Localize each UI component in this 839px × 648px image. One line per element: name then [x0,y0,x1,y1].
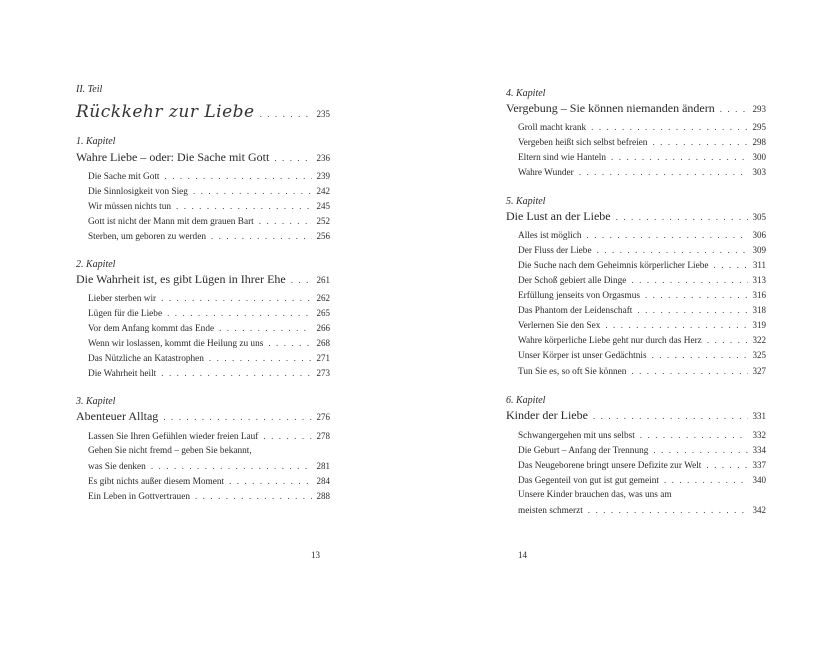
toc-section-entry[interactable] [518,475,766,486]
toc-chapter-entry[interactable] [76,150,330,165]
toc-section-entry[interactable] [88,293,330,304]
page-number: 309 [752,245,766,255]
page-number: 239 [316,171,330,181]
leader-dots [291,275,312,285]
page-number: 303 [752,167,766,177]
leader-dots [652,350,748,360]
page-number: 266 [316,323,330,333]
leader-dots [211,231,312,241]
section-title: Der Schoß gebiert alle Dinge [518,276,627,286]
toc-section-entry[interactable] [88,368,330,379]
section-title: Lieber sterben wir [88,294,157,304]
leader-dots [579,167,748,177]
section-title: Wir müssen nichts tun [88,202,172,212]
section-title: Wahre Wunder [518,168,574,178]
toc-section-entry[interactable] [518,335,766,346]
section-title: Lügen für die Liebe [88,309,163,319]
chapter-title: Kinder der Liebe [506,408,588,422]
leader-dots [640,430,748,440]
leader-dots [591,122,747,132]
leader-dots [637,305,747,315]
chapter-title: Abenteuer Alltag [76,409,159,423]
toc-section-entry[interactable] [88,216,330,227]
section-title: Erfüllung jenseits von Orgasmus [518,291,640,301]
section-title: Das Nützliche an Katastrophen [88,354,204,364]
page-number: 278 [316,431,330,441]
leader-dots [645,290,748,300]
section-title: Verlernen Sie den Sex [518,321,601,331]
toc-section-entry[interactable] [518,122,766,133]
toc-chapter-entry[interactable] [76,272,330,287]
toc-chapter-entry[interactable] [506,408,766,423]
section-title: Lassen Sie Ihren Gefühlen wieder freien Lauf [88,432,259,442]
section-title: Wenn wir loslassen, kommt die Heilung zu uns [88,339,264,349]
section-title: Schwangergehen mit uns selbst [518,431,635,441]
leader-dots [260,109,312,119]
leader-dots [274,153,311,163]
section-title: Die Sache mit Gott [88,172,160,182]
leader-dots [165,171,312,181]
page-number: 334 [752,445,766,455]
leader-dots [161,293,311,303]
page-number: 281 [316,461,330,471]
leader-dots [605,320,747,330]
leader-dots [652,137,747,147]
leader-dots [611,152,747,162]
page-number: 322 [752,335,766,345]
page-number: 327 [752,366,766,376]
page-number: 331 [752,411,766,421]
page-number: 342 [752,505,766,515]
page-number: 316 [752,290,766,300]
leader-dots [163,412,311,422]
page-number: 245 [316,201,330,211]
toc-section-entry[interactable] [88,171,330,182]
page-number: 242 [316,186,330,196]
page-number: 318 [752,305,766,315]
toc-section-entry[interactable] [518,445,766,456]
leader-dots [263,431,311,441]
toc-section-entry[interactable] [88,353,330,364]
section-title: Es gibt nichts außer diesem Moment [88,477,225,487]
chapter-label: 3. Kapitel [76,396,116,407]
toc-section-entry[interactable] [518,137,766,148]
chapter-title: Die Lust an der Liebe [506,209,611,223]
section-title: Das Gegenteil von gut ist gut gemeint [518,476,659,486]
chapter-label: 4. Kapitel [506,88,546,99]
toc-section-entry-line1[interactable] [88,446,330,456]
toc-section-entry[interactable] [518,245,766,256]
leader-dots [706,460,747,470]
leader-dots [631,366,747,376]
page-folio: 14 [518,550,527,560]
toc-section-entry[interactable] [88,231,330,242]
leader-dots [653,445,747,455]
page-number: 261 [316,275,330,285]
section-title: Der Fluss der Liebe [518,246,592,256]
leader-dots [209,353,312,363]
page-number: 319 [752,320,766,330]
page-number: 306 [752,230,766,240]
toc-chapter-entry[interactable] [76,409,330,424]
section-title: Wahre körperliche Liebe geht nur durch das Herz [518,336,702,346]
section-title: Eltern sind wie Hanteln [518,153,607,163]
section-title: Die Suche nach dem Geheimnis körperlicher Liebe [518,261,709,271]
leader-dots [593,411,748,421]
section-title: was Sie denken [88,462,146,472]
toc-section-entry[interactable] [518,460,766,471]
chapter-label: 1. Kapitel [76,136,116,147]
section-title: Groll macht krank [518,123,587,133]
section-title: Vor dem Anfang kommt das Ende [88,324,215,334]
toc-section-entry-line1[interactable] [518,490,766,500]
page-number: 235 [316,109,330,119]
section-title: Die Geburt – Anfang der Trennung [518,446,649,456]
section-title: Sterben, um geboren zu werden [88,232,206,242]
chapter-label: 6. Kapitel [506,395,546,406]
page-number: 332 [752,430,766,440]
page-number: 340 [752,475,766,485]
toc-part-entry[interactable] [76,102,330,122]
chapter-title: Die Wahrheit ist, es gibt Lügen in Ihrer Ehe [76,272,286,286]
toc-section-entry[interactable] [88,308,330,319]
toc-section-entry[interactable] [88,338,330,349]
page-number: 273 [316,368,330,378]
page-number: 325 [752,350,766,360]
toc-section-entry[interactable] [518,350,766,361]
leader-dots [161,368,311,378]
chapter-label: 5. Kapitel [506,196,546,207]
part-title-handwritten: Rückkehr zur Liebe [76,102,255,122]
leader-dots [587,230,748,240]
toc-section-entry[interactable] [518,430,766,441]
page-number: 293 [752,104,766,114]
toc-section-entry[interactable] [88,186,330,197]
chapter-label: 2. Kapitel [76,259,116,270]
page-number: 284 [316,476,330,486]
section-title: Die Sinnlosigkeit von Sieg [88,187,188,197]
page-number: 276 [316,412,330,422]
page-number: 262 [316,293,330,303]
leader-dots [714,260,748,270]
toc-section-entry[interactable] [88,476,330,487]
toc-section-entry[interactable] [518,366,766,377]
leader-dots [631,275,747,285]
leader-dots [219,323,311,333]
page-number: 256 [316,231,330,241]
section-title: Gott ist nicht der Mann mit dem grauen Bart [88,217,254,227]
section-title: Das Phantom der Leidenschaft [518,306,633,316]
toc-section-entry[interactable] [88,201,330,212]
page-number: 252 [316,216,330,226]
chapter-title: Wahre Liebe – oder: Die Sache mit Gott [76,150,270,164]
section-title: Die Wahrheit heilt [88,369,157,379]
leader-dots [616,212,748,222]
leader-dots [195,491,312,501]
toc-section-entry[interactable] [518,152,766,163]
page-number: 337 [752,460,766,470]
section-title: Unsere Kinder brauchen das, was uns am [518,490,672,500]
toc-section-entry[interactable] [518,230,766,241]
leader-dots [229,476,311,486]
leader-dots [707,335,748,345]
page-number: 311 [752,260,766,270]
leader-dots [597,245,748,255]
chapter-title: Vergebung – Sie können niemanden ändern [506,101,715,115]
page-number: 271 [316,353,330,363]
leader-dots [259,216,312,226]
section-title: Tun Sie es, so oft Sie können [518,367,627,377]
toc-section-entry[interactable] [88,431,330,442]
leader-dots [268,338,311,348]
toc-section-entry[interactable] [88,461,330,472]
leader-dots [151,461,312,471]
section-title: Ein Leben in Gottvertrauen [88,492,190,502]
toc-section-entry[interactable] [88,323,330,334]
toc-section-entry[interactable] [518,290,766,301]
leader-dots [664,475,748,485]
section-title: Alles ist möglich [518,231,582,241]
page-number: 265 [316,308,330,318]
page-number: 288 [316,491,330,501]
toc-section-entry[interactable] [518,305,766,316]
part-label: II. Teil [76,84,103,95]
page-number: 236 [316,153,330,163]
toc-section-entry[interactable] [518,505,766,516]
toc-section-entry[interactable] [518,167,766,178]
section-title: Gehen Sie nicht fremd – geben Sie bekannt, [88,446,252,456]
toc-chapter-entry[interactable] [506,101,766,116]
toc-section-entry[interactable] [88,491,330,502]
section-title: Unser Körper ist unser Gedächtnis [518,351,647,361]
section-title: Das Neugeborene bringt unsere Defizite zur Welt [518,461,702,471]
page-number: 268 [316,338,330,348]
toc-section-entry[interactable] [518,275,766,286]
toc-section-entry[interactable] [518,320,766,331]
leader-dots [176,201,311,211]
page-folio: 13 [311,550,320,560]
toc-chapter-entry[interactable] [506,209,766,224]
page-number: 300 [752,152,766,162]
leader-dots [193,186,312,196]
section-title: Vergeben heißt sich selbst befreien [518,138,648,148]
page-number: 295 [752,122,766,132]
page-number: 298 [752,137,766,147]
leader-dots [588,505,748,515]
section-title: meisten schmerzt [518,506,583,516]
leader-dots [167,308,311,318]
page-number: 313 [752,275,766,285]
page-number: 305 [752,212,766,222]
leader-dots [720,104,748,114]
toc-section-entry[interactable] [518,260,766,271]
